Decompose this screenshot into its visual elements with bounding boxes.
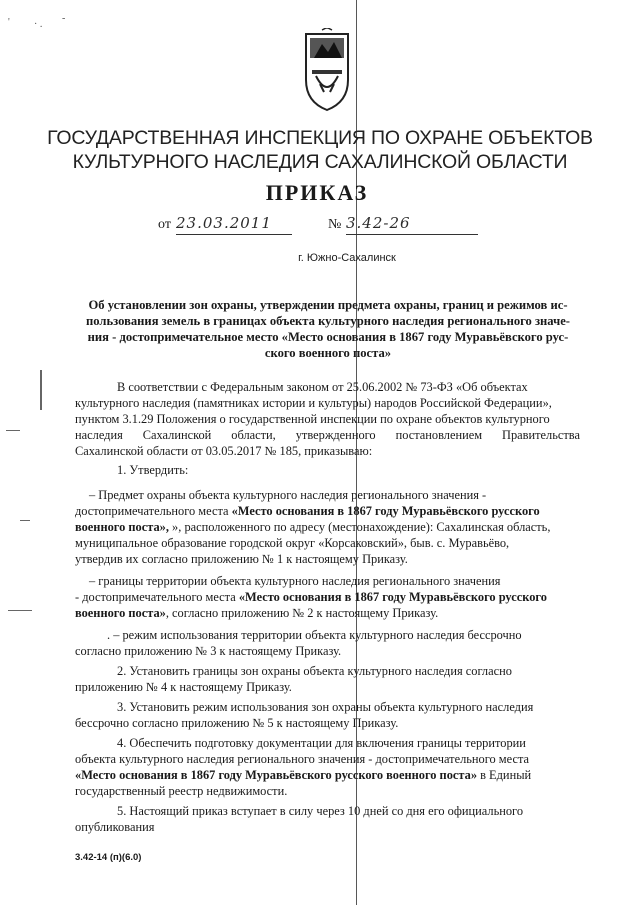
site-name-bold: военного поста»	[75, 606, 166, 620]
city: г. Южно-Сахалинск	[298, 252, 396, 264]
date-underline	[176, 234, 292, 235]
coat-of-arms-icon	[302, 28, 352, 114]
paragraph-line	[75, 606, 580, 622]
scan-mark	[6, 430, 20, 431]
paragraph-line: опубликования	[75, 820, 155, 834]
paragraph-line: государственный реестр недвижимости.	[75, 784, 288, 798]
site-name-bold: «Место основания в 1867 году Муравьёвского русского	[238, 590, 547, 604]
scan-mark	[20, 520, 30, 521]
paragraph-line: 4. Обеспечить подготовку документации для включения границы территории	[117, 736, 526, 750]
scan-speck: · .	[34, 19, 43, 30]
agency-name-line2: КУЛЬТУРНОГО НАСЛЕДИЯ САХАЛИНСКОЙ ОБЛАСТИ	[72, 151, 568, 173]
document-title: ПРИКАЗ	[265, 180, 369, 205]
subject-line: ния - достопримечательное место «Место основания в 1867 году Муравьёвского рус-	[87, 330, 569, 344]
text-run: в Единый	[477, 768, 532, 782]
site-name-bold: военного поста»,	[75, 520, 173, 534]
paragraph-line: Сахалинской области от 03.05.2017 № 185, приказываю:	[75, 444, 373, 458]
site-name-bold: «Место основания в 1867 году Муравьёвского русского военного поста»	[75, 768, 478, 782]
site-name-bold: «Место основания в 1867 году Муравьёвского русского	[231, 504, 540, 518]
scan-mark	[8, 610, 32, 611]
paragraph-line	[75, 520, 580, 536]
paragraph-line: – границы территории объекта культурного наследия регионального значения	[89, 574, 501, 588]
subject-line: ского военного поста»	[264, 346, 392, 360]
number-prefix: №	[328, 217, 342, 232]
paragraph-line: приложению № 4 к настоящему Приказу.	[75, 680, 292, 694]
order-subject	[84, 297, 572, 361]
paragraph-line: пунктом 3.1.29 Положения о государственной инспекции по охране объектов культурного	[75, 412, 550, 426]
paragraph-line: бессрочно согласно приложению № 5 к настоящему Приказу.	[75, 716, 399, 730]
agency-name-line1: ГОСУДАРСТВЕННАЯ ИНСПЕКЦИЯ ПО ОХРАНЕ ОБЪЕКТОВ	[47, 127, 593, 149]
date-handwritten: 23.03.2011	[176, 214, 272, 232]
paragraph-line	[75, 590, 580, 606]
paragraph-line: согласно приложению № 3 к настоящему Приказу.	[75, 644, 342, 658]
scan-mark	[40, 370, 42, 410]
scan-speck: '	[8, 17, 10, 28]
paragraph-line: . – режим использования территории объекта культурного наследия бессрочно	[107, 628, 522, 642]
paragraph-line	[75, 504, 580, 520]
paragraph-line: В соответствии с Федеральным законом от 25.06.2002 № 73-ФЗ «Об объектах	[117, 380, 528, 394]
paragraph-line: объекта культурного наследия регионального значения - достопримечательного места	[75, 752, 530, 766]
subject-line: пользования земель в границах объекта культурного наследия регионального значе-	[86, 314, 570, 328]
text-run: достопримечательного места	[75, 504, 232, 518]
paragraph-line: муниципальное образование городской округ «Корсаковский», быв. с. Муравьёво,	[75, 536, 510, 550]
paragraph-line: 2. Установить границы зон охраны объекта культурного наследия согласно	[117, 664, 512, 678]
date-prefix: от	[158, 217, 171, 232]
number-underline	[346, 234, 478, 235]
text-run: - достопримечательного места	[75, 590, 239, 604]
paragraph-line: утвердив их согласно приложению № 1 к настоящему Приказу.	[75, 552, 408, 566]
item-1-heading: 1. Утвердить:	[117, 463, 189, 477]
paragraph-line: наследия Сахалинской области, утвержденного постановлением Правительства	[75, 428, 580, 442]
paragraph-line: 3. Установить режим использования зон охраны объекта культурного наследия	[117, 700, 534, 714]
paragraph-line: культурного наследия (памятниках истории и культуры) народов Российской Федерации»,	[75, 396, 552, 410]
paragraph-line: 5. Настоящий приказ вступает в силу через 10 дней со дня его официального	[117, 804, 524, 818]
paragraph-line: – Предмет охраны объекта культурного наследия регионального значения -	[89, 488, 487, 502]
document-code: 3.42-14 (п)(6.0)	[75, 852, 142, 863]
scan-speck: -	[62, 13, 66, 24]
text-run: , согласно приложению № 2 к настоящему Приказу.	[165, 606, 439, 620]
paragraph-line	[75, 768, 580, 784]
number-handwritten: 3.42-26	[346, 214, 411, 232]
text-run: », расположенного по адресу (местонахождение): Сахалинская область,	[172, 520, 551, 534]
subject-line: Об установлении зон охраны, утверждении предмета охраны, границ и режимов ис-	[88, 298, 568, 312]
